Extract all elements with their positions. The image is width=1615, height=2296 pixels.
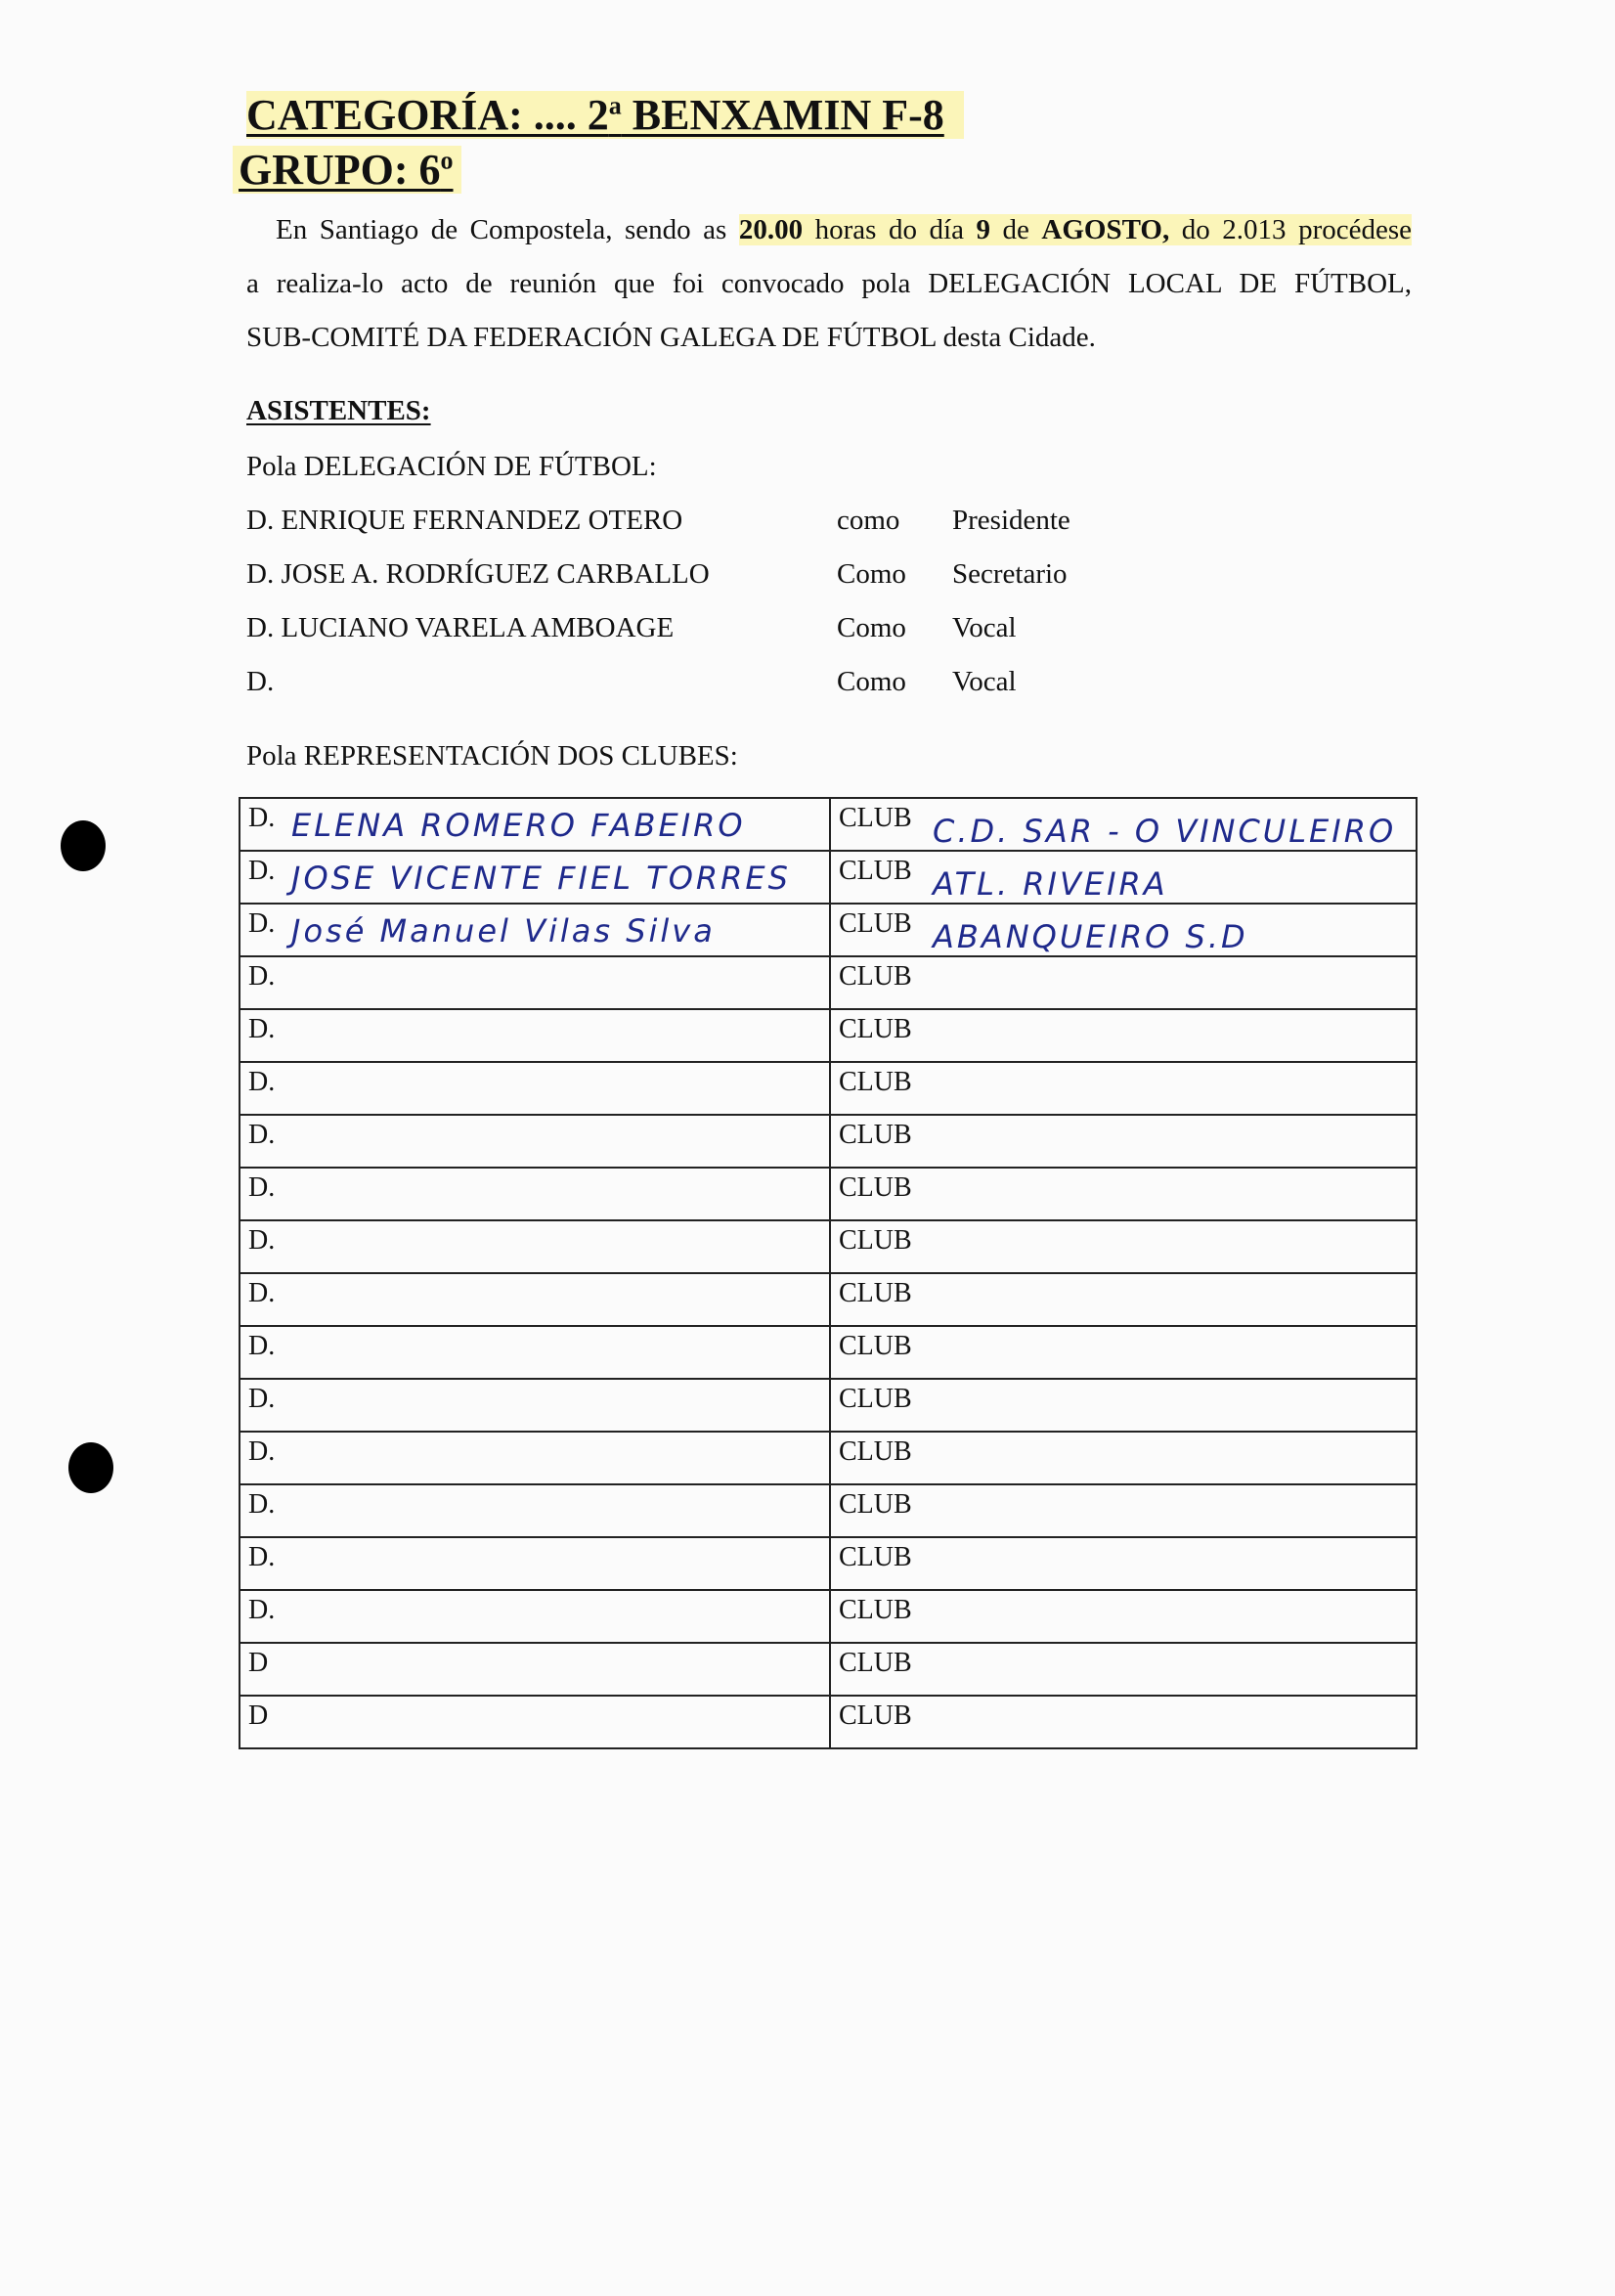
- punch-hole: [61, 820, 106, 871]
- table-row: [240, 1326, 1417, 1379]
- club-cell: [830, 1062, 1417, 1115]
- group-prefix: GRUPO: 6: [239, 146, 441, 194]
- table-row: [240, 1062, 1417, 1115]
- club-cell: [830, 1432, 1417, 1484]
- member-role: Presidente: [952, 505, 1070, 536]
- representative-cell: [240, 1696, 830, 1748]
- representative-cell: [240, 1273, 830, 1326]
- club-name: ABANQUEIRO S.D: [933, 918, 1248, 955]
- delegation-member: [246, 666, 1126, 705]
- member-name: D. LUCIANO VARELA AMBOAGE: [246, 612, 675, 643]
- representative-cell: [240, 1326, 830, 1379]
- member-como: como: [837, 505, 900, 536]
- representative-cell: [240, 1220, 830, 1273]
- delegation-member: [246, 612, 1126, 651]
- clubs-table-body: [240, 798, 1417, 1748]
- intro-line-3: SUB-COMITÉ DA FEDERACIÓN GALEGA DE FÚTBOL desta Cidade.: [246, 322, 1096, 353]
- representative-cell: [240, 798, 830, 851]
- intro-text: horas do día: [803, 214, 977, 245]
- table-row: [240, 1590, 1417, 1643]
- representative-cell: [240, 1432, 830, 1484]
- table-row: [240, 1379, 1417, 1432]
- representative-cell: [240, 1379, 830, 1432]
- representative-cell: [240, 904, 830, 956]
- table-row: [240, 1643, 1417, 1696]
- member-name: D. JOSE A. RODRÍGUEZ CARBALLO: [246, 558, 710, 590]
- intro-paragraph: [246, 203, 1412, 365]
- club-prefix: CLUB: [839, 1120, 912, 1150]
- group-title: [239, 145, 461, 195]
- representative-prefix: D.: [248, 1331, 276, 1361]
- attendees-heading: ASISTENTES:: [246, 395, 431, 426]
- table-row: [240, 798, 1417, 851]
- representative-prefix: D.: [248, 856, 276, 886]
- representative-cell: [240, 956, 830, 1009]
- representative-cell: [240, 1115, 830, 1168]
- member-name: D.: [246, 666, 275, 697]
- club-cell: [830, 1273, 1417, 1326]
- clubs-table: [239, 797, 1418, 1749]
- club-cell: [830, 1696, 1417, 1748]
- table-row: [240, 1537, 1417, 1590]
- club-cell: [830, 956, 1417, 1009]
- intro-text: de: [989, 214, 1042, 245]
- punch-hole: [68, 1442, 113, 1493]
- club-prefix: CLUB: [839, 1489, 912, 1520]
- representative-prefix: D.: [248, 1014, 276, 1044]
- club-cell: [830, 1590, 1417, 1643]
- category-prefix: CATEGORÍA: .... 2: [246, 91, 609, 139]
- member-como: Como: [837, 612, 906, 643]
- representative-prefix: D: [248, 1700, 269, 1731]
- club-cell: [830, 1009, 1417, 1062]
- representative-prefix: D: [248, 1648, 269, 1678]
- club-prefix: CLUB: [839, 1436, 912, 1467]
- table-row: [240, 904, 1417, 956]
- representative-prefix: D.: [248, 1120, 276, 1150]
- club-prefix: CLUB: [839, 856, 912, 886]
- member-name: D. ENRIQUE FERNANDEZ OTERO: [246, 505, 683, 536]
- club-prefix: CLUB: [839, 1278, 912, 1308]
- representative-cell: [240, 1537, 830, 1590]
- representative-prefix: D.: [248, 1384, 276, 1414]
- table-row: [240, 956, 1417, 1009]
- representative-cell: [240, 1009, 830, 1062]
- table-row: [240, 851, 1417, 904]
- member-role: Vocal: [952, 612, 1017, 643]
- club-cell: [830, 851, 1417, 904]
- representative-name: José Manuel Vilas Silva: [291, 912, 716, 949]
- club-prefix: CLUB: [839, 961, 912, 992]
- club-prefix: CLUB: [839, 908, 912, 939]
- delegation-member: [246, 558, 1126, 597]
- representative-cell: [240, 851, 830, 904]
- table-row: [240, 1484, 1417, 1537]
- table-row: [240, 1432, 1417, 1484]
- representative-name: ELENA ROMERO FABEIRO: [291, 807, 746, 844]
- clubs-label: Pola REPRESENTACIÓN DOS CLUBES:: [246, 740, 738, 772]
- club-prefix: CLUB: [839, 1384, 912, 1414]
- club-cell: [830, 1643, 1417, 1696]
- member-como: Como: [837, 558, 906, 590]
- club-cell: [830, 1484, 1417, 1537]
- representative-prefix: D.: [248, 908, 276, 939]
- club-cell: [830, 1537, 1417, 1590]
- category-superscript: a: [608, 91, 622, 120]
- representative-name: JOSE VICENTE FIEL TORRES: [291, 860, 791, 897]
- representative-prefix: D.: [248, 1225, 276, 1256]
- representative-prefix: D.: [248, 1067, 276, 1097]
- member-role: Vocal: [952, 666, 1017, 697]
- club-cell: [830, 1379, 1417, 1432]
- representative-cell: [240, 1168, 830, 1220]
- delegation-label: Pola DELEGACIÓN DE FÚTBOL:: [246, 451, 657, 482]
- club-cell: [830, 1168, 1417, 1220]
- club-prefix: CLUB: [839, 1225, 912, 1256]
- meeting-day: 9: [976, 214, 990, 245]
- table-row: [240, 1273, 1417, 1326]
- club-cell: [830, 1326, 1417, 1379]
- meeting-month: AGOSTO,: [1041, 214, 1170, 245]
- intro-text: do 2.013 procédese: [1169, 214, 1413, 245]
- representative-prefix: D.: [248, 1436, 276, 1467]
- club-prefix: CLUB: [839, 1700, 912, 1731]
- member-role: Secretario: [952, 558, 1068, 590]
- representative-prefix: D.: [248, 803, 276, 833]
- table-row: [240, 1009, 1417, 1062]
- representative-cell: [240, 1062, 830, 1115]
- representative-prefix: D.: [248, 1489, 276, 1520]
- table-row: [240, 1220, 1417, 1273]
- club-prefix: CLUB: [839, 1542, 912, 1572]
- club-prefix: CLUB: [839, 1648, 912, 1678]
- club-cell: [830, 904, 1417, 956]
- representative-cell: [240, 1484, 830, 1537]
- representative-cell: [240, 1643, 830, 1696]
- category-name: BENXAMIN F-8: [621, 91, 944, 139]
- category-title: [246, 90, 964, 140]
- club-name: C.D. SAR - O VINCULEIRO: [933, 813, 1397, 850]
- intro-line-2: a realiza-lo acto de reunión que foi convocado pola DELEGACIÓN LOCAL DE FÚTBOL,: [246, 268, 1412, 299]
- club-prefix: CLUB: [839, 1014, 912, 1044]
- club-name: ATL. RIVEIRA: [933, 865, 1168, 903]
- club-cell: [830, 798, 1417, 851]
- delegation-member: [246, 505, 1126, 544]
- club-prefix: CLUB: [839, 1331, 912, 1361]
- intro-line-1: [246, 203, 1412, 257]
- club-prefix: CLUB: [839, 1595, 912, 1625]
- table-row: [240, 1168, 1417, 1220]
- representative-prefix: D.: [248, 1278, 276, 1308]
- club-prefix: CLUB: [839, 1172, 912, 1203]
- table-row: [240, 1115, 1417, 1168]
- club-cell: [830, 1220, 1417, 1273]
- representative-prefix: D.: [248, 1595, 276, 1625]
- club-cell: [830, 1115, 1417, 1168]
- club-prefix: CLUB: [839, 1067, 912, 1097]
- club-prefix: CLUB: [839, 803, 912, 833]
- intro-text: En Santiago de Compostela, sendo as: [276, 214, 739, 245]
- representative-cell: [240, 1590, 830, 1643]
- representative-prefix: D.: [248, 961, 276, 992]
- table-row: [240, 1696, 1417, 1748]
- member-como: Como: [837, 666, 906, 697]
- representative-prefix: D.: [248, 1172, 276, 1203]
- meeting-hour: 20.00: [738, 214, 804, 245]
- representative-prefix: D.: [248, 1542, 276, 1572]
- group-superscript: o: [440, 146, 454, 175]
